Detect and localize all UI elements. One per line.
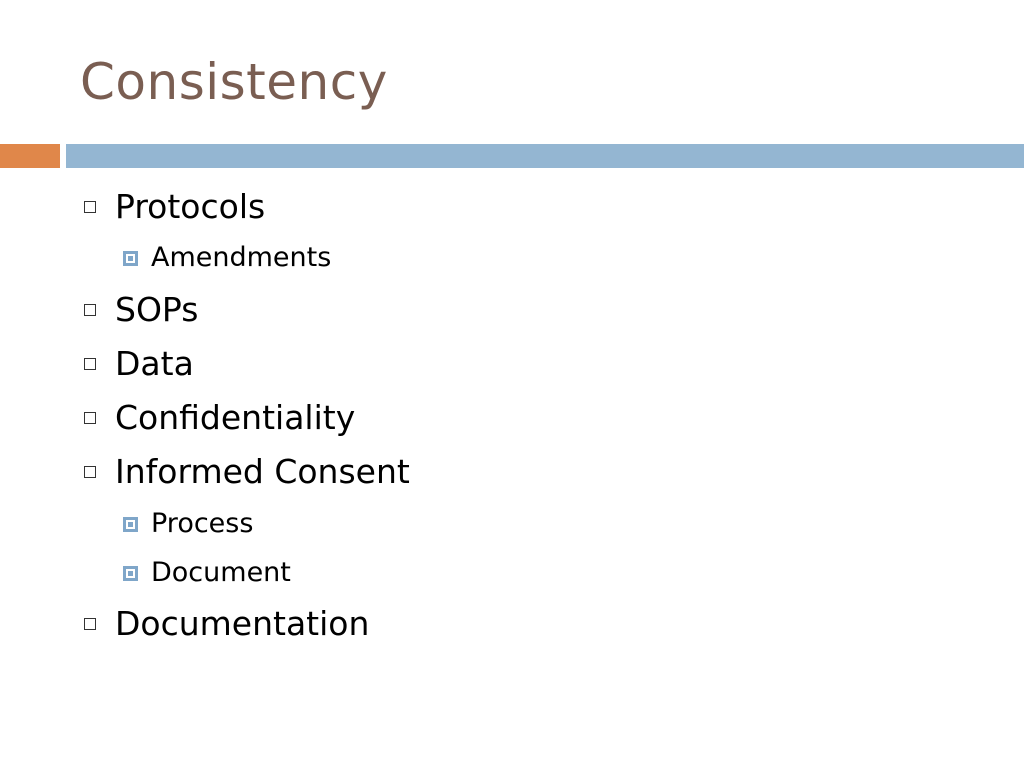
hollow-square-bullet-icon: [84, 358, 96, 370]
bullet-label: Documentation: [115, 604, 370, 643]
sub-bullet-label: Process: [151, 508, 254, 539]
bullet-label: Protocols: [115, 187, 266, 226]
framed-square-bullet-icon: [123, 251, 138, 266]
sub-bullet-label: Amendments: [151, 242, 332, 273]
hollow-square-bullet-icon: [84, 618, 96, 630]
bullet-label: Confidentiality: [115, 398, 356, 437]
hollow-square-bullet-icon: [84, 466, 96, 478]
hollow-square-bullet-icon: [84, 304, 96, 316]
framed-square-bullet-icon: [123, 566, 138, 581]
bullet-label: SOPs: [115, 290, 199, 329]
sub-bullet-label: Document: [151, 557, 291, 588]
hollow-square-bullet-icon: [84, 412, 96, 424]
hollow-square-bullet-icon: [84, 201, 96, 213]
bullet-label: Data: [115, 344, 194, 383]
bullet-label: Informed Consent: [115, 452, 410, 491]
slide-title: Consistency: [80, 53, 388, 111]
framed-square-bullet-icon: [123, 517, 138, 532]
